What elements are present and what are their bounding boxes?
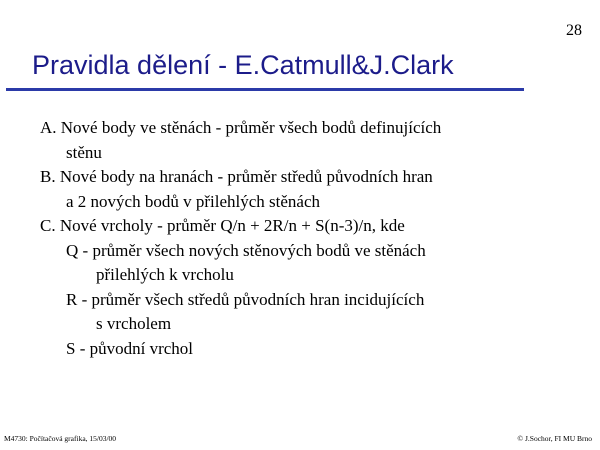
rule-c-line-1: C. Nové vrcholy - průměr Q/n + 2R/n + S(n-3)/n, kde bbox=[40, 216, 405, 235]
footer-course: M4730: Počítačová grafika, 15/03/00 bbox=[4, 434, 117, 443]
slide-content bbox=[40, 116, 580, 361]
slide-title: Pravidla dělení - E.Catmull&J.Clark bbox=[32, 50, 454, 80]
rule-b-line-2: a 2 nových bodů v přilehlých stěnách bbox=[66, 191, 320, 211]
rule-a-line-2: stěnu bbox=[66, 142, 102, 162]
rule-c-r-line-1: R - průměr všech středů původních hran incidujících bbox=[66, 289, 425, 309]
rule-c-q-line-1: Q - průměr všech nových stěnových bodů ve stěnách bbox=[66, 240, 426, 260]
footer-copyright: © J.Sochor, FI MU Brno bbox=[517, 434, 592, 443]
title-underline bbox=[6, 88, 524, 91]
rule-c-r-line-2: s vrcholem bbox=[96, 314, 172, 333]
rule-c-q-line-2: přilehlých k vrcholu bbox=[96, 265, 234, 284]
rule-c-s-line: S - původní vrchol bbox=[66, 338, 194, 358]
rule-a-line-1: A. Nové body ve stěnách - průměr všech bodů definujících bbox=[40, 118, 442, 137]
page-number: 28 bbox=[566, 22, 582, 39]
rule-b-line-1: B. Nové body na hranách - průměr středů původních hran bbox=[40, 167, 433, 186]
